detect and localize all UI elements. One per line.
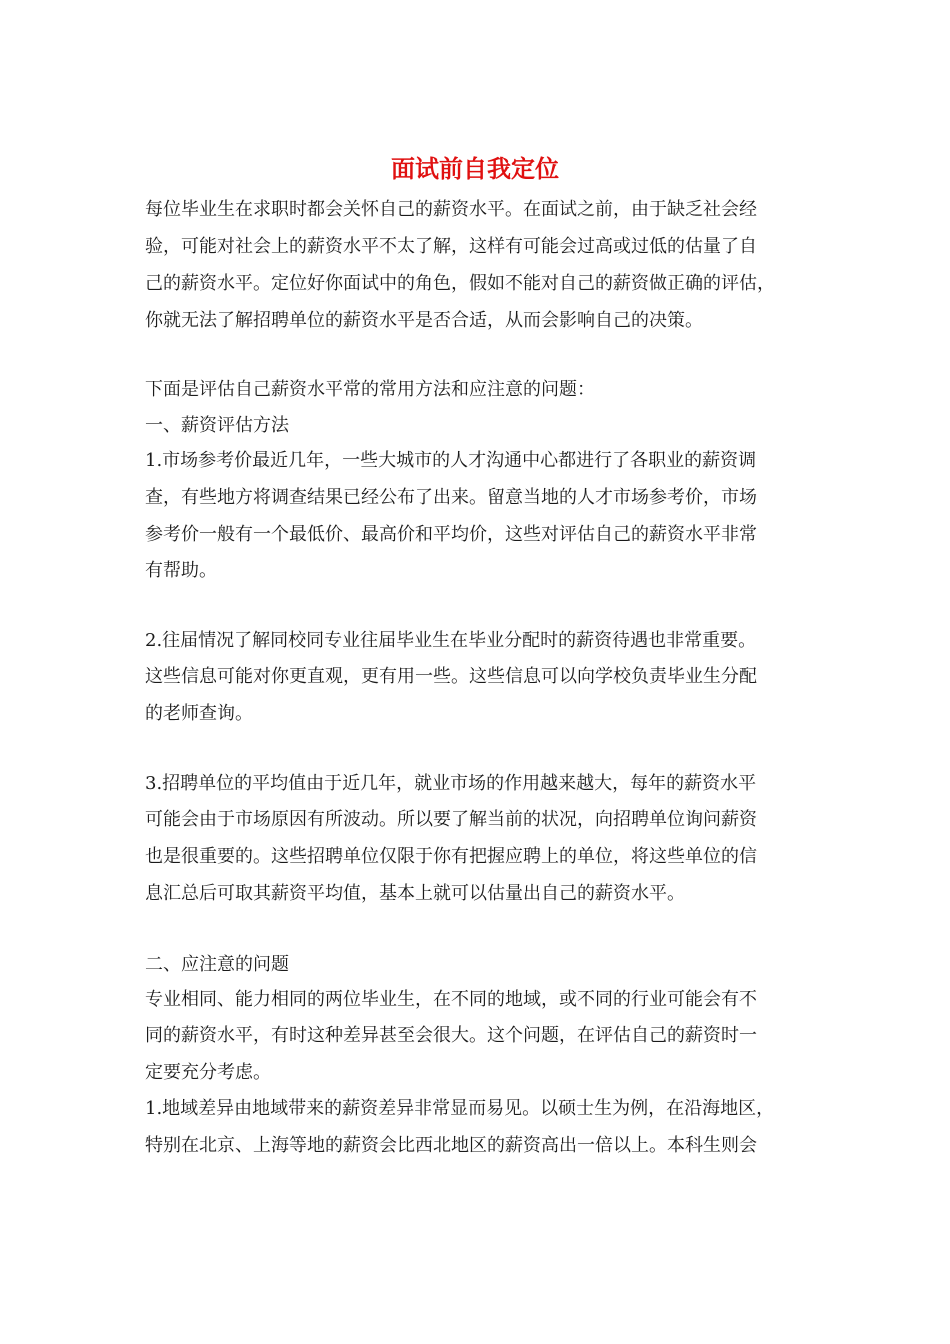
paragraph-line: 息汇总后可取其薪资平均值，基本上就可以估量出自己的薪资水平。 [145, 883, 685, 904]
paragraph-line: 这些信息可能对你更直观，更有用一些。这些信息可以向学校负责毕业生分配 [145, 666, 757, 687]
paragraph-line: 每位毕业生在求职时都会关怀自己的薪资水平。在面试之前，由于缺乏社会经 [145, 199, 757, 220]
paragraph-line: 2.往届情况了解同校同专业往届毕业生在毕业分配时的薪资待遇也非常重要。 [145, 630, 757, 651]
paragraph-line: 有帮助。 [145, 560, 217, 581]
section-heading: 二、应注意的问题 [145, 954, 289, 975]
paragraph-line: 的老师查询。 [145, 703, 253, 724]
section-heading: 一、薪资评估方法 [145, 415, 289, 436]
paragraph-line: 查，有些地方将调查结果已经公布了出来。留意当地的人才市场参考价，市场 [145, 487, 757, 508]
paragraph-line: 3.招聘单位的平均值由于近几年，就业市场的作用越来越大，每年的薪资水平 [145, 773, 757, 794]
paragraph-line: 也是很重要的。这些招聘单位仅限于你有把握应聘上的单位，将这些单位的信 [145, 846, 757, 867]
paragraph-line: 验，可能对社会上的薪资水平不太了解，这样有可能会过高或过低的估量了自 [145, 236, 757, 257]
paragraph-line: 1.市场参考价最近几年，一些大城市的人才沟通中心都进行了各职业的薪资调 [145, 450, 757, 471]
document-title: 面试前自我定位 [391, 155, 559, 183]
paragraph-line: 专业相同、能力相同的两位毕业生，在不同的地域，或不同的行业可能会有不 [145, 989, 757, 1010]
paragraph-line: 1.地域差异由地域带来的薪资差异非常显而易见。以硕士生为例，在沿海地区， [145, 1098, 775, 1119]
paragraph-line: 下面是评估自己薪资水平常的常用方法和应注意的问题： [145, 379, 595, 400]
paragraph-line: 参考价一般有一个最低价、最高价和平均价，这些对评估自己的薪资水平非常 [145, 524, 757, 545]
paragraph-line: 可能会由于市场原因有所波动。所以要了解当前的状况，向招聘单位询问薪资 [145, 809, 757, 830]
paragraph-line: 己的薪资水平。定位好你面试中的角色，假如不能对自己的薪资做正确的评估， [145, 273, 775, 294]
paragraph-line: 定要充分考虑。 [145, 1062, 271, 1083]
paragraph-line: 特别在北京、上海等地的薪资会比西北地区的薪资高出一倍以上。本科生则会 [145, 1135, 757, 1156]
paragraph-line: 同的薪资水平，有时这种差异甚至会很大。这个问题，在评估自己的薪资时一 [145, 1025, 757, 1046]
paragraph-line: 你就无法了解招聘单位的薪资水平是否合适，从而会影响自己的决策。 [145, 310, 703, 331]
